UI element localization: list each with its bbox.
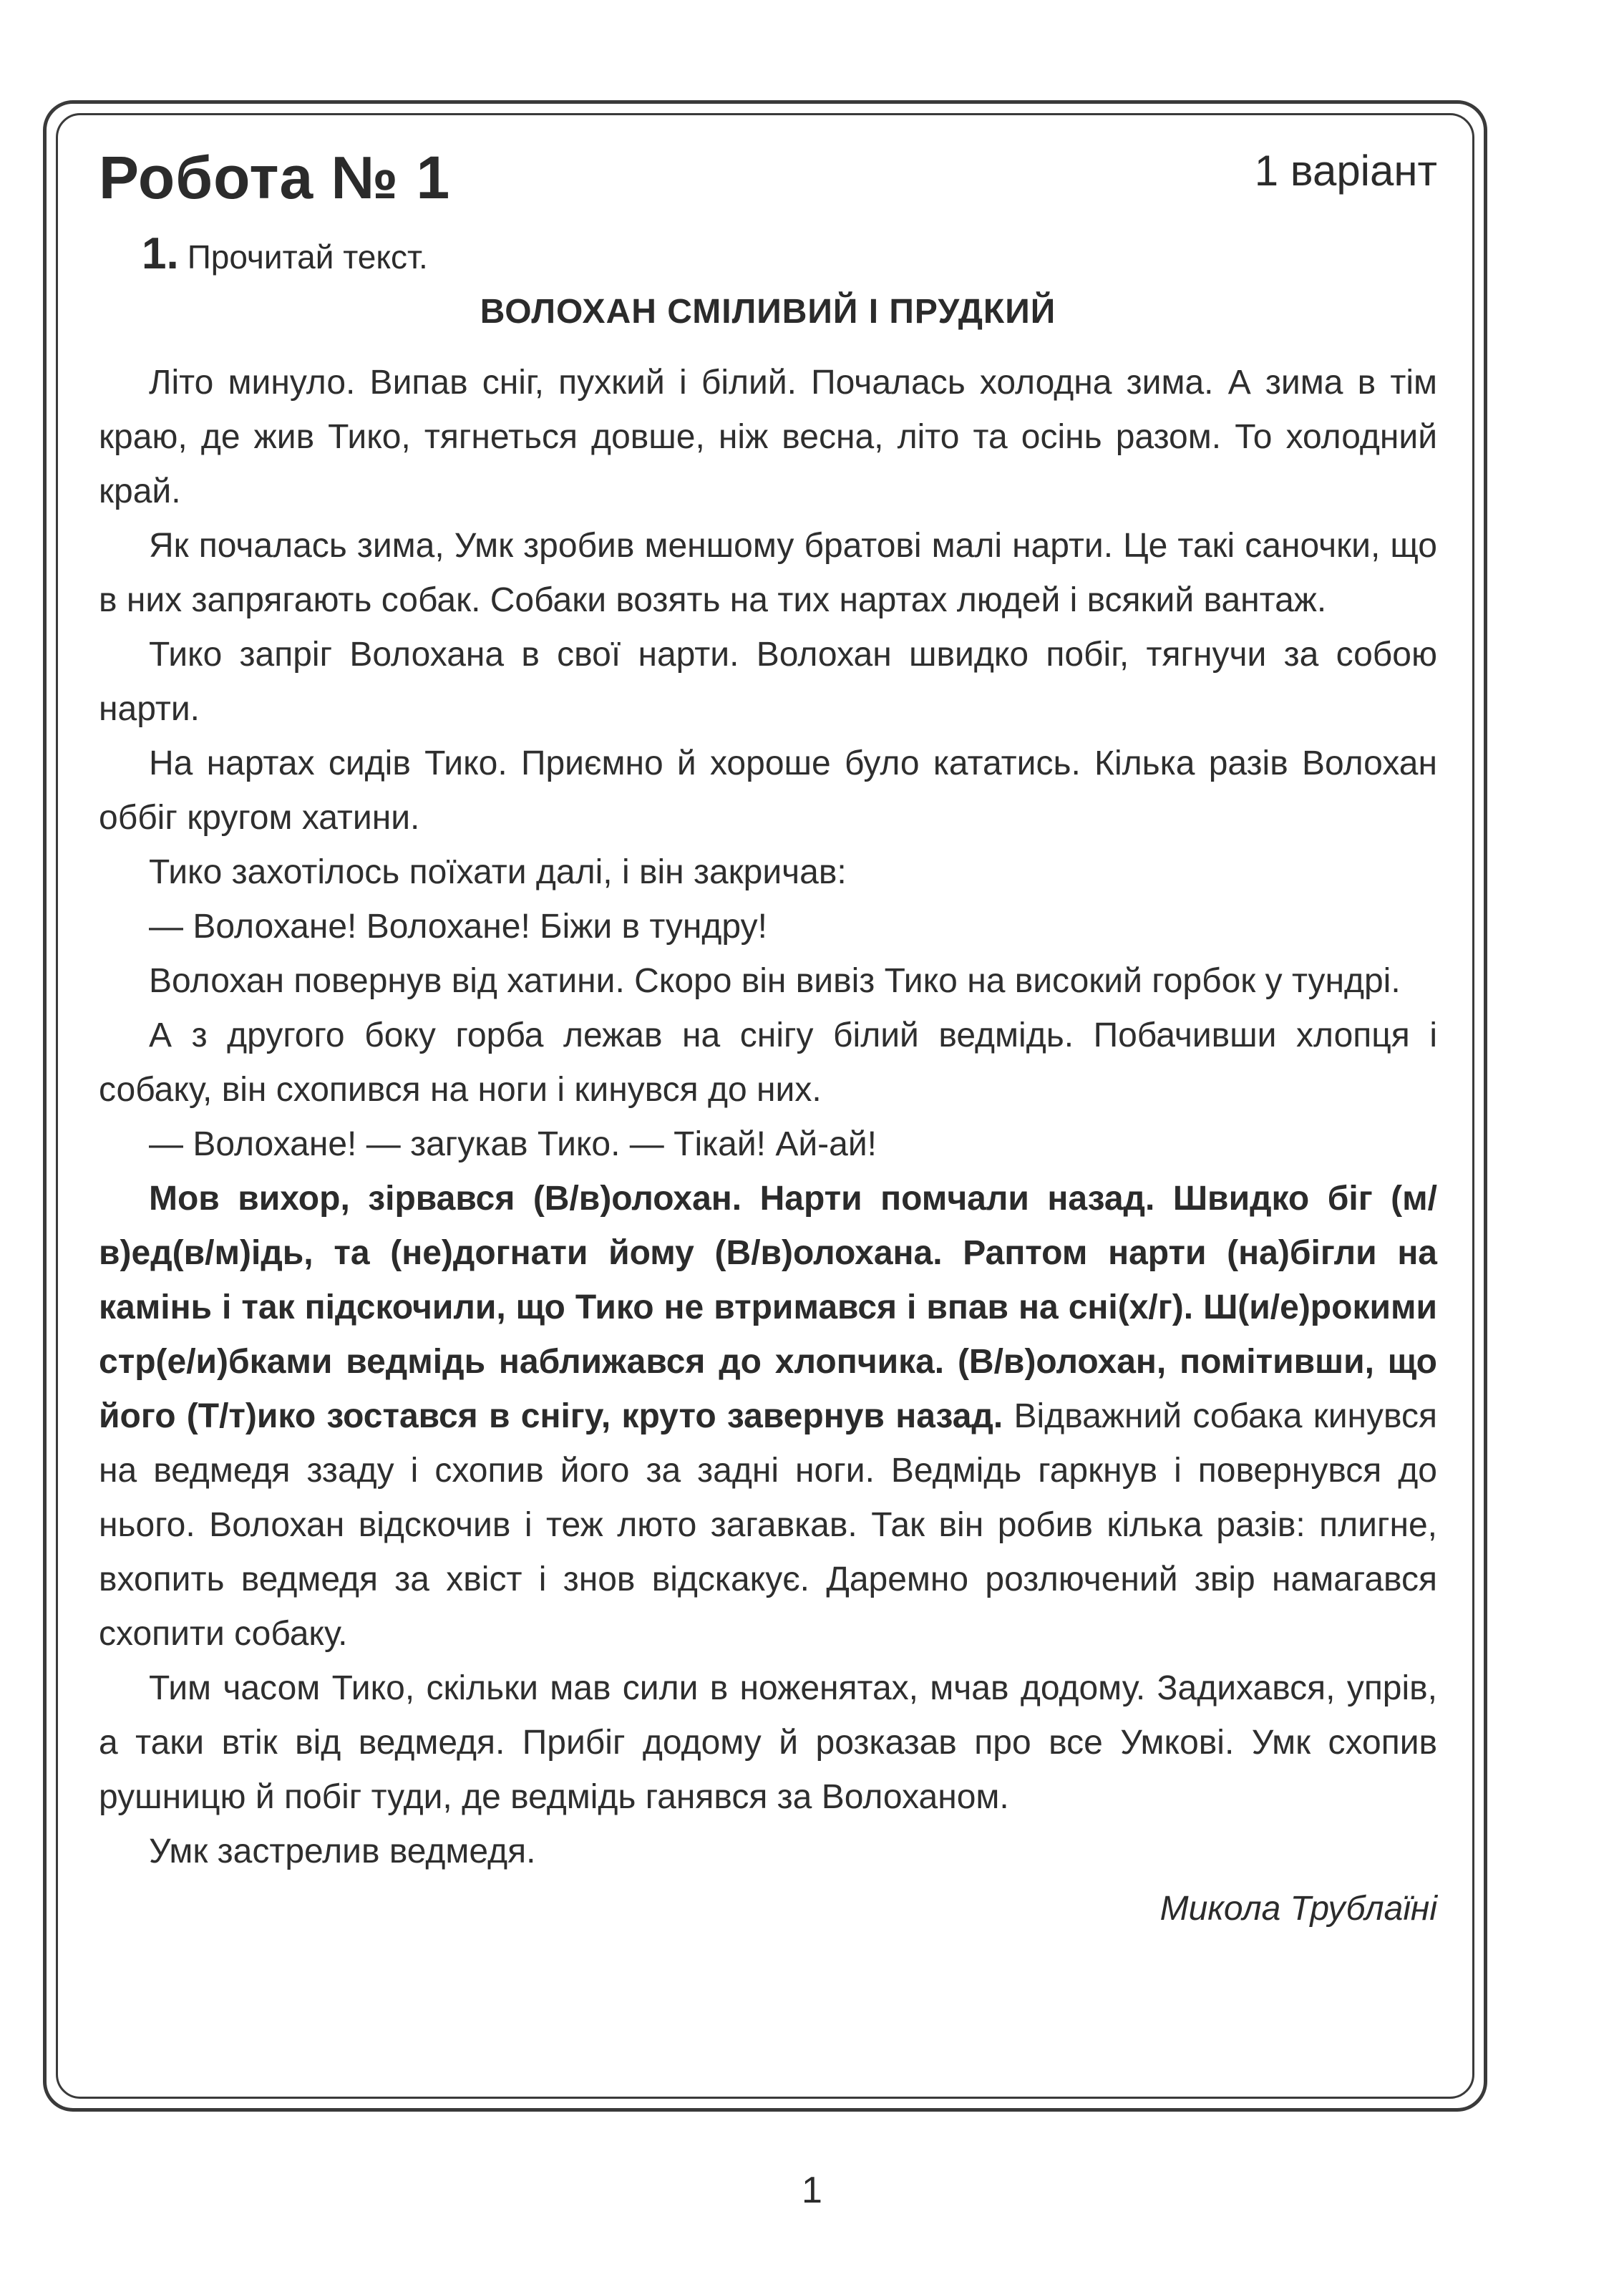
header [99, 143, 1437, 222]
story-paragraph: Волохан повернув від хатини. Скоро він вивіз Тико на високий горбок у тундрі. [149, 962, 1401, 1000]
story-paragraph: — Волохане! Волохане! Біжи в тундру! [149, 908, 767, 946]
story-paragraph: Тим часом Тико, скільки мав сили в ноженятах, мчав додому. Задихався, упрів, а таки втік від ведмедя. Прибіг додому й розказав про все Умкові. Умк схопив рушницю й побіг туди, де ведмідь ганявся за Волоханом. [99, 1669, 1437, 1816]
story-paragraph: А з другого боку горба лежав на снігу білий ведмідь. Побачивши хлопця і собаку, він схопився на ноги і кинувся до них. [99, 1016, 1437, 1109]
story-paragraph: — Волохане! — загукав Тико. — Тікай! Ай-ай! [149, 1125, 877, 1163]
story-title: ВОЛОХАН СМІЛИВИЙ І ПРУДКИЙ [480, 293, 1056, 331]
variant-label: 1 варіант [1254, 147, 1437, 195]
exercise-tail-text: Відважний собака кинувся на ведмедя ззаду і схопив його за задні ноги. Ведмідь гаркнув і повернувся до нього. Волохан відскочив і теж люто загавкав. Так він робив кілька разів: плигне, вхопить ведмедя за хвіст і знов відскакує. Даремно розлючений звір намагався схопити собаку. [99, 1397, 1438, 1653]
exercise-paragraph [99, 1172, 1437, 1661]
story-paragraph: Тико запріг Волохана в свої нарти. Волохан швидко побіг, тягнучи за собою нарти. [99, 636, 1437, 728]
page-title: Робота № 1 [99, 144, 451, 211]
task-instruction [99, 229, 1437, 279]
story-paragraph: Літо минуло. Випав сніг, пухкий і білий. Почалась холодна зима. А зима в тім краю, де жив Тико, тягнеться довше, ніж весна, літо та осінь разом. То холодний край. [99, 364, 1437, 510]
author-signature: Микола Трублаїні [1159, 1890, 1437, 1928]
story-paragraph: Умк застрелив ведмедя. [149, 1832, 536, 1870]
page-content [99, 143, 1437, 1936]
exercise-bold-text: Мов вихор, зірвався (В/в)олохан. Нарти помчали назад. Швидко біг (м/в)ед(в/м)ідь, та (не)догнати йому (В/в)олохана. Раптом нарти (на)бігли на камінь і так підскочили, що Тико не втримався і впав на сні(х/г). Ш(и/е)рокими стр(е/и)бками ведмідь наближався до хлопчика. (В/в)олохан, помітивши, що його (Т/т)ико зостався в снігу, круто завернув назад. [99, 1180, 1437, 1435]
task-text: Прочитай текст. [187, 238, 428, 276]
story-paragraph: Як почалась зима, Умк зробив меншому братові малі нарти. Це такі саночки, що в них запрягають собак. Собаки возять на тих нартах людей і всякий вантаж. [99, 527, 1437, 619]
story-paragraph: На нартах сидів Тико. Приємно й хороше було кататись. Кілька разів Волохан оббіг кругом хатини. [99, 744, 1437, 837]
page-number: 1 [802, 2170, 822, 2211]
task-number: 1. [142, 229, 179, 278]
story-paragraph: Тико захотілось поїхати далі, і він закричав: [149, 853, 847, 891]
